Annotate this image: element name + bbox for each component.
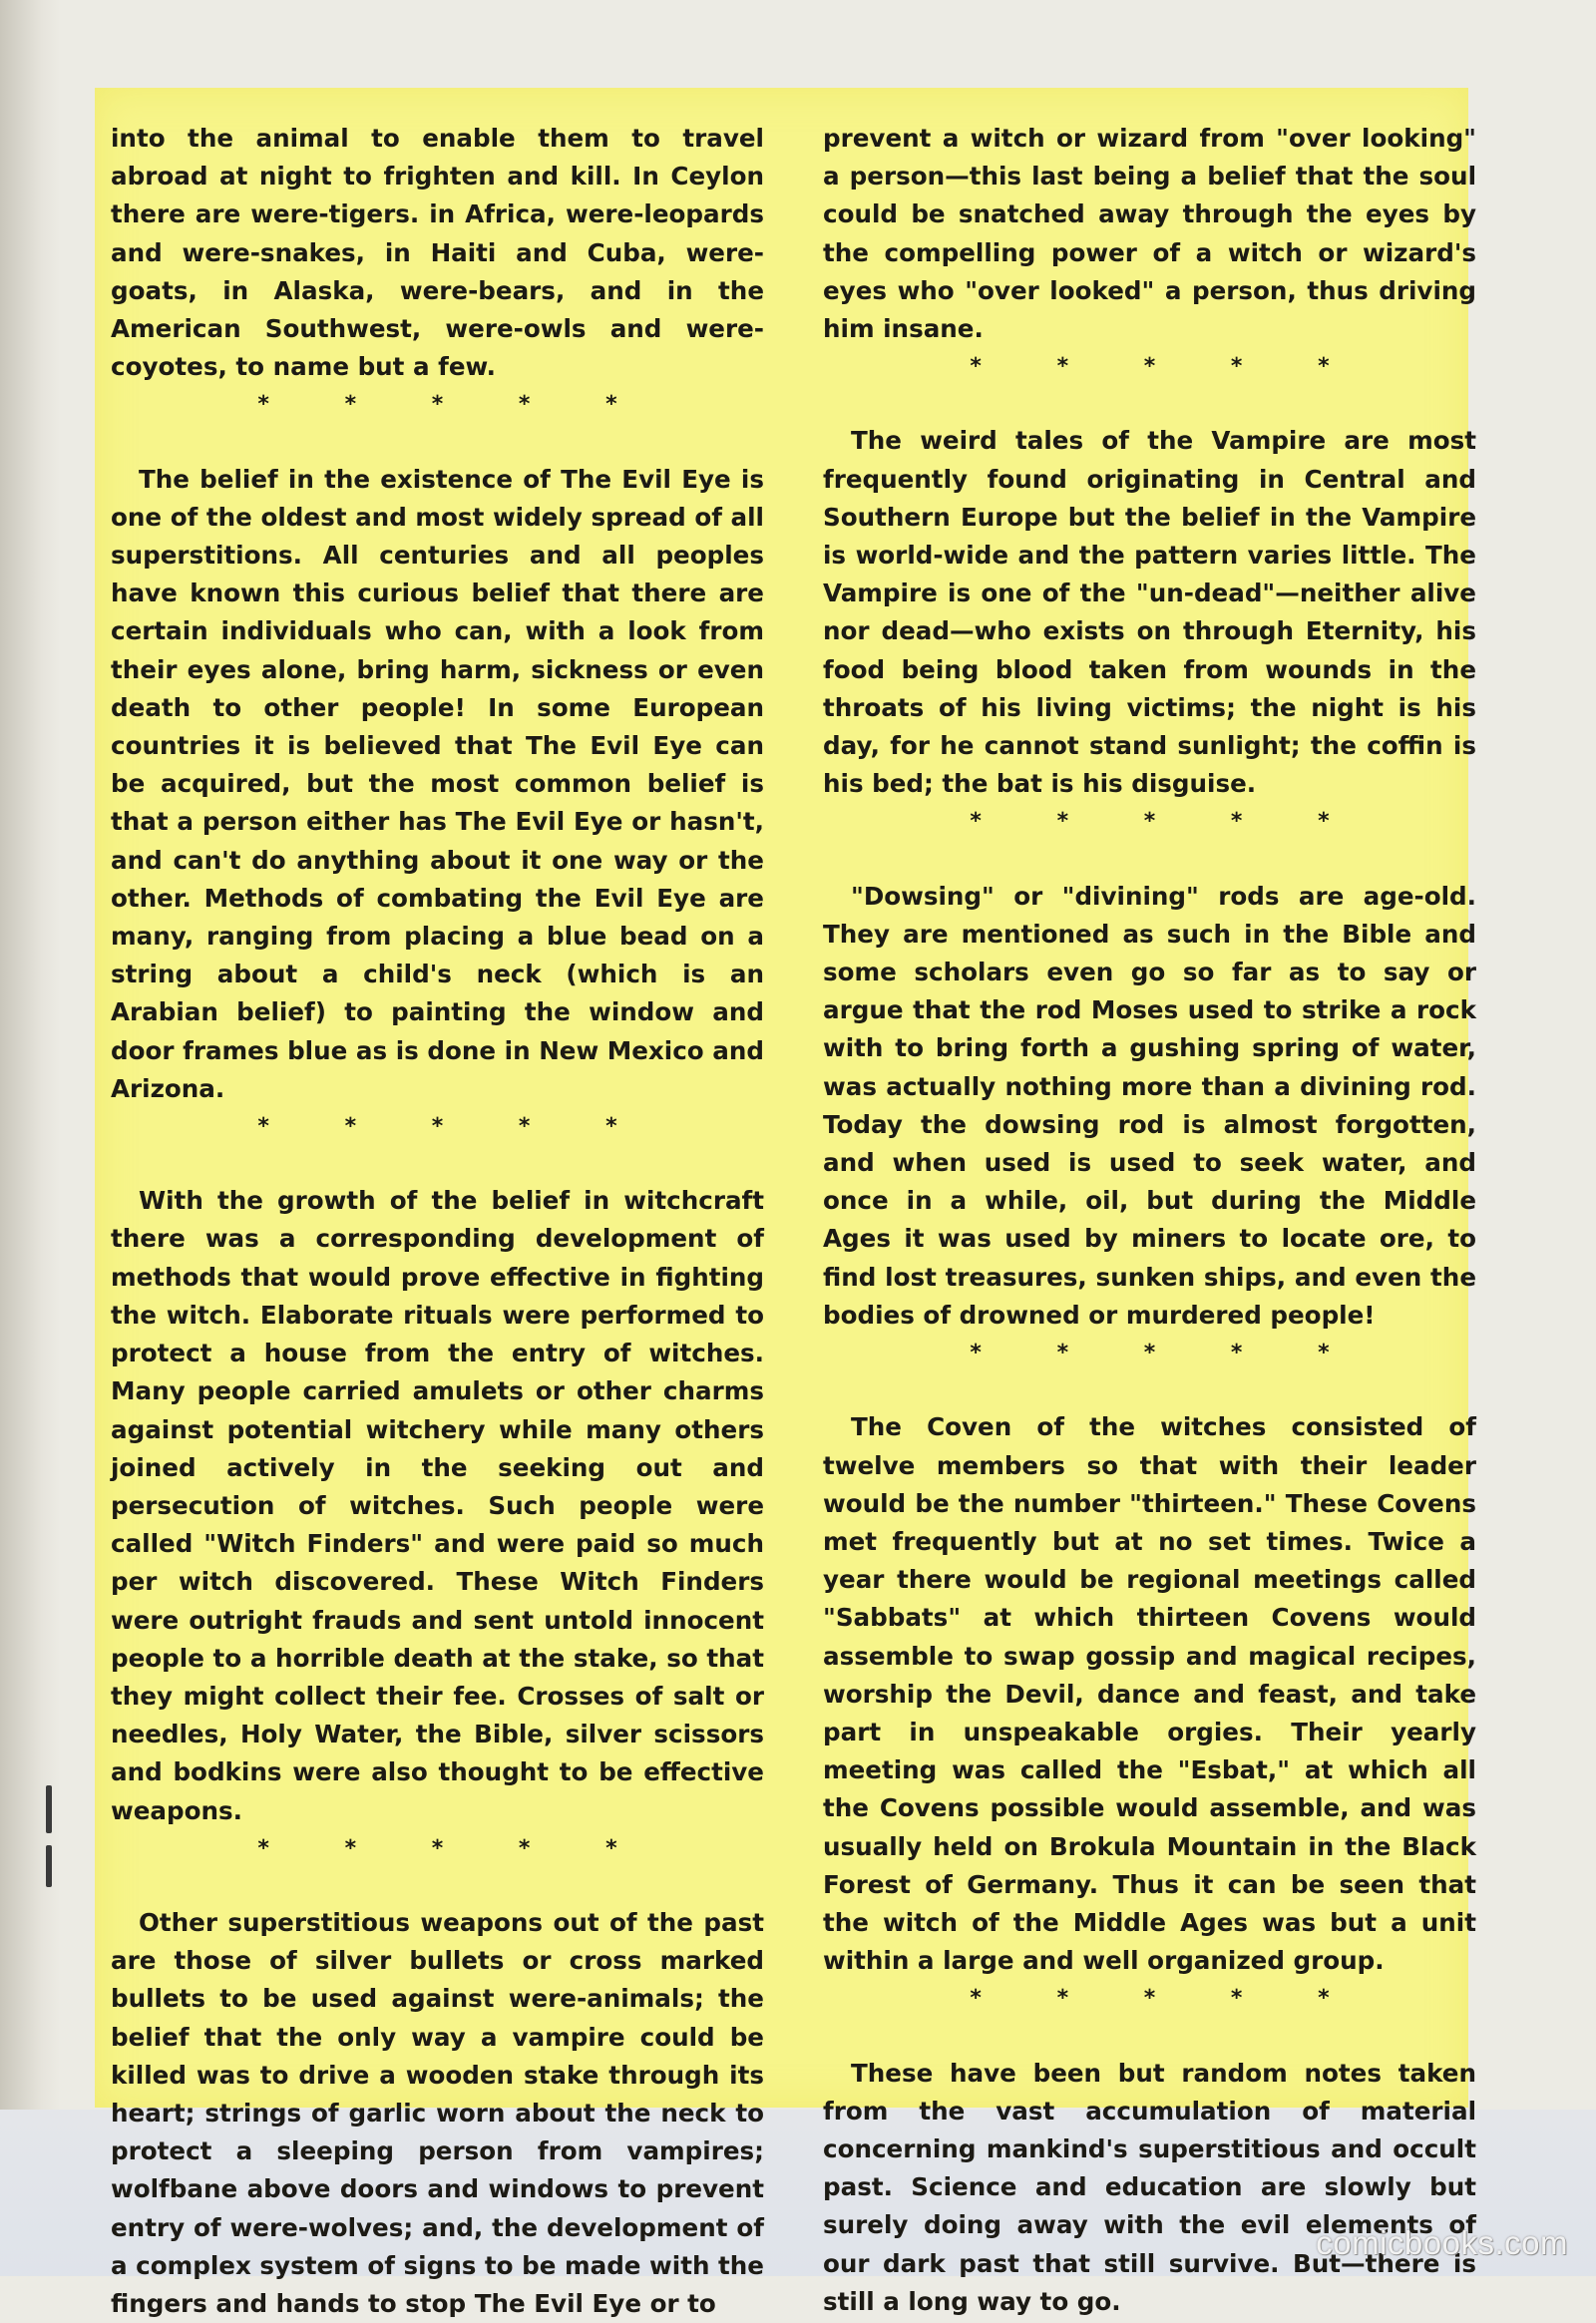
paragraph-evil-eye: The belief in the existence of The Evil Eye is one of the oldest and most widely spread of all superstitions. All centuries and all peoples have known this curious belief that there are certain individuals who can, with a look from their eyes alone, bring harm, sickness or even death to other people! In some European countries it is believed that The Evil Eye can be acquired, but the most common belief is that a person either has The Evil Eye or hasn't, and can't do anything about it one way or the other. Methods of combating the Evil Eye are many, ranging from placing a blue bead on a string about a child's neck (which is an Arabian belief) to painting the window and door frames blue as is done in New Mexico and Arizona.	[111, 464, 764, 1103]
site-watermark: comicbooks.com	[1316, 2224, 1568, 2261]
paragraph-coven: The Coven of the witches consisted of twelve members so that with their leader would be the number "thirteen." These Covens met frequently but at no set times. Twice a year there would be regional meetings called "Sabbats" at which thirteen Covens would assemble to swap gossip and magical recipes, worship the Devil, dance and feast, and take part in unspeakable orgies. Their yearly meeting was called the "Esbat," at which all the Covens possible would assemble, and was usually held on Brokula Mountain in the Black Forest of Germany. Thus it can be seen that the witch of the Middle Ages was but a unit within a large and well organized group.	[823, 1412, 1476, 1976]
section-divider: * * * * *	[970, 1986, 1364, 2012]
section-divider: * * * * *	[970, 809, 1364, 835]
section-divider: * * * * *	[257, 1835, 651, 1861]
paragraph-superstitious-weapons: Other superstitious weapons out of the past are those of silver bullets or cross marked bullets to be used against were-animals; the belief that the only way a vampire could be killed was to drive a wooden stake through its heart; strings of garlic worn about the neck to protect a sleeping person from vampires; wolfbane above doors and windows to prevent entry of were-wolves; and, the development of a complex system of signs to be made with the fingers and hands to stop The Evil Eye or to	[111, 1907, 764, 2318]
page-edge-shadow	[0, 0, 60, 2276]
right-column	[823, 120, 1476, 2321]
paragraph-were-animals: into the animal to enable them to travel abroad at night to frighten and kill. In Ceylon there are were-tigers. in Africa, were-leopards and were-snakes, in Haiti and Cuba, were-goats, in Alaska, were-bears, and in the American Southwest, were-owls and were-coyotes, to name but a few.	[111, 124, 764, 382]
paragraph-over-looking: prevent a witch or wizard from "over looking" a person—this last being a belief that the soul could be snatched away through the eyes by the compelling power of a witch or wizard's eyes who "over looked" a person, thus driving him insane.	[823, 124, 1476, 344]
section-divider: * * * * *	[970, 1341, 1364, 1366]
binding-mark-top	[46, 1785, 52, 1833]
paragraph-dowsing: "Dowsing" or "divining" rods are age-old. They are mentioned as such in the Bible and some scholars even go so far as to say or argue that the rod Moses used to strike a rock with to bring forth a gushing spring of water, was actually nothing more than a divining rod. Today the dowsing rod is almost forgotten, and when used is used to seek water, and once in a while, oil, but during the Middle Ages it was used by miners to locate ore, to find lost treasures, sunken ships, and even the bodies of drowned or murdered people!	[823, 881, 1476, 1330]
left-column	[111, 120, 764, 2323]
paragraph-closing-notes: These have been but random notes taken from the vast accumulation of material concerning mankind's superstitious and occult past. Science and education are slowly but surely doing away with the evil elements of our dark past that still survive. But—there is still a long way to go.	[823, 2058, 1476, 2316]
section-divider: * * * * *	[257, 1114, 651, 1140]
paragraph-witch-finders: With the growth of the belief in witchcraft there was a corresponding development of methods that would prove effective in fighting the witch. Elaborate rituals were performed to protect a house from the entry of witches. Many people carried amulets or other charms against potential witchery while many others joined actively in the seeking out and persecution of witches. Such people were called "Witch Finders" and were paid so much per witch discovered. These Witch Finders were outright frauds and sent untold innocent people to a horrible death at the stake, so that they might collect their fee. Crosses of salt or needles, Holy Water, the Bible, silver scissors and bodkins were also thought to be effective weapons.	[111, 1186, 764, 1825]
section-divider: * * * * *	[257, 392, 651, 418]
section-divider: * * * * *	[970, 354, 1364, 380]
binding-mark-bottom	[46, 1845, 52, 1887]
paragraph-vampire: The weird tales of the Vampire are most frequently found originating in Central and Southern Europe but the belief in the Vampire is world-wide and the pattern varies little. The Vampire is one of the "un-dead"—neither alive nor dead—who exists on through Eternity, his food being blood taken from wounds in the throats of his living victims; the night is his day, for he cannot stand sunlight; the coffin is his bed; the bat is his disguise.	[823, 426, 1476, 799]
